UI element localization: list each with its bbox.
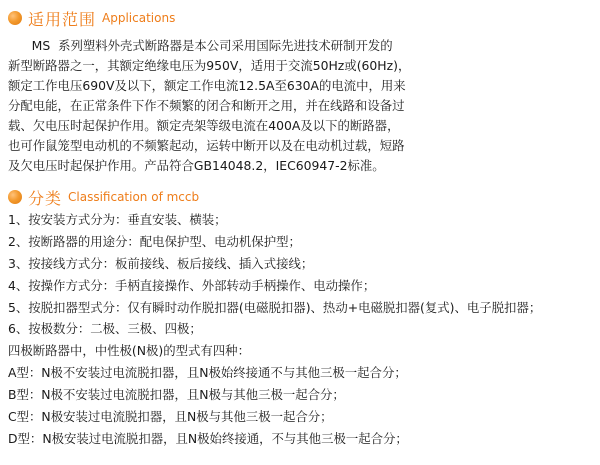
paragraph-line: MS 系列塑料外壳式断路器是本公司采用国际先进技术研制开发的 bbox=[8, 38, 393, 53]
list-item: 4、按操作方式分：手柄直接操作、外部转动手柄操作、电动操作； bbox=[8, 277, 376, 293]
list-item: 5、按脱扣器型式分：仅有瞬时动作脱扣器(电磁脱扣器)、热动+电磁脱扣器(复式)、电子脱扣器； bbox=[8, 299, 542, 315]
list-item: 6、按极数分：二极、三极、四极； bbox=[8, 321, 202, 337]
classification-list bbox=[8, 209, 594, 450]
classification-title-cn: 分类 bbox=[28, 188, 63, 208]
paragraph-line: 额定工作电压690V及以下，额定工作电流12.5A至630A的电流中，用来 bbox=[8, 78, 406, 93]
list-item: 3、按接线方式分：板前接线、板后接线、插入式接线； bbox=[8, 255, 314, 271]
list-item: A型：N极不安装过电流脱扣器，且N极始终接通不与其他三极一起合分； bbox=[8, 365, 407, 381]
list-item: C型：N极安装过电流脱扣器，且N极与其他三极一起合分； bbox=[8, 409, 333, 425]
applications-paragraph bbox=[8, 36, 594, 176]
orange-bullet-icon bbox=[8, 11, 22, 25]
orange-bullet-icon bbox=[8, 190, 22, 204]
paragraph-line: 分配电能，在正常条件下作不频繁的闭合和断开之用，并在线路和设备过 bbox=[8, 98, 405, 113]
paragraph-line: 新型断路器之一，其额定绝缘电压为950V，适用于交流50Hz或(60Hz)， bbox=[8, 58, 411, 73]
classification-heading bbox=[8, 186, 199, 208]
paragraph-line: 也可作鼠笼型电动机的不频繁起动，运转中断开以及在电动机过载，短路 bbox=[8, 138, 405, 153]
list-item: D型：N极安装过电流脱扣器，且N极始终接通，不与其他三极一起合分； bbox=[8, 430, 408, 446]
list-item: B型：N极不安装过电流脱扣器，且N极与其他三极一起合分； bbox=[8, 387, 345, 403]
applications-heading bbox=[8, 7, 175, 29]
classification-title-en: Classification of mccb bbox=[68, 190, 200, 204]
paragraph-line: 及欠电压时起保护作用。产品符合GB14048.2，IEC60947-2标准。 bbox=[8, 158, 385, 173]
list-item: 1、按安装方式分为：垂直安装、横装； bbox=[8, 212, 227, 227]
list-item: 2、按断路器的用途分：配电保护型、电动机保护型； bbox=[8, 233, 301, 249]
applications-title-en: Applications bbox=[102, 11, 176, 25]
list-item: 四极断路器中，中性极(N极)的型式有四种： bbox=[8, 343, 250, 359]
paragraph-line: 载、欠电压时起保护作用。额定壳架等级电流在400A及以下的断路器， bbox=[8, 118, 400, 133]
applications-title-cn: 适用范围 bbox=[28, 9, 97, 29]
